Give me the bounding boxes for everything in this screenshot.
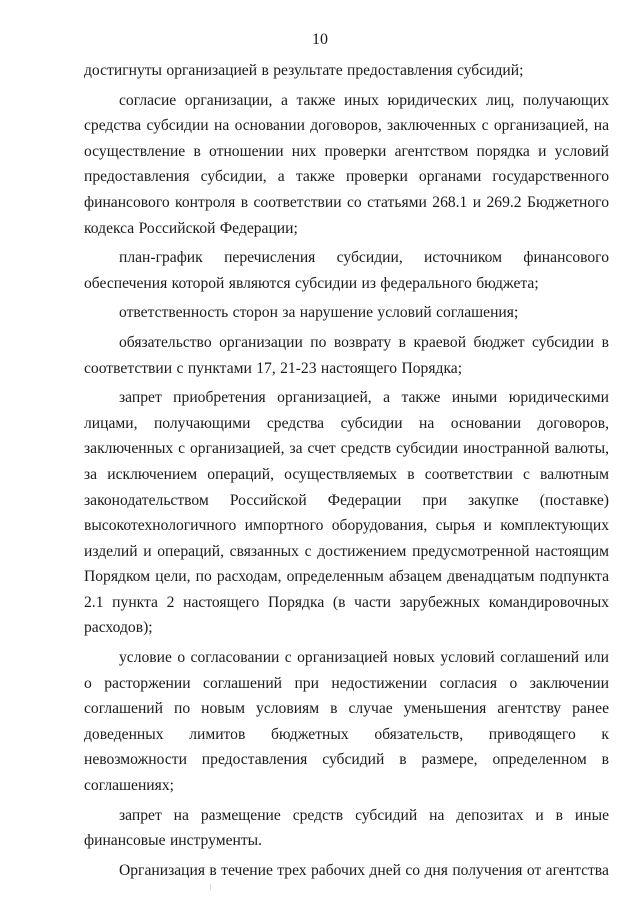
paragraph: запрет на размещение средств субсидий на депозитах и в иные финансовые инструменты. bbox=[84, 806, 609, 850]
scan-artifact bbox=[210, 884, 211, 890]
paragraph: Организация в течение трех рабочих дней со дня получения от агентства bbox=[119, 861, 609, 879]
paragraph: ответственность сторон за нарушение условий соглашения; bbox=[119, 304, 519, 322]
body-text bbox=[84, 58, 609, 883]
paragraph: запрет приобретения организацией, а также иными юридическими лицами, получающими средства субсидии на основании договоров, заключенных с организацией, за счет средств субсидии иностранной валюты, за исключением операций, осуществляемых в соответствии с валютным законодательством Российской Федерации при закупке (поставке) высокотехнологичного импортного оборудования, сырья и комплектующих изделий и операций, связанных с достижением предусмотренной настоящим Порядком цели, по расходам, определенным абзацем двенадцатым подпункта 2.1 пункта 2 настоящего Порядка (в части зарубежных командировочных расходов); bbox=[84, 389, 609, 637]
paragraph: обязательство организации по возврату в краевой бюджет субсидии в соответствии с пунктами 17, 21-23 настоящего Порядка; bbox=[84, 333, 609, 377]
paragraph: достигнуты организацией в результате предоставления субсидий; bbox=[84, 62, 524, 79]
paragraph: условие о согласовании с организацией новых условий соглашений или о расторжении соглашений при недостижении согласия о заключении соглашений по новым условиям в случае уменьшения агентству ранее доведенных лимитов бюджетных обязательств, приводящего к невозможности предоставления субсидий в размере, определенном в соглашениях; bbox=[84, 649, 609, 795]
paragraph: согласие организации, а также иных юридических лиц, получающих средства субсидии на основании договоров, заключенных с организацией, на осуществление в отношении них проверки агентством порядка и условий предоставления субсидии, а также проверки органами государственного финансового контроля в соответствии со статьями 268.1 и 269.2 Бюджетного кодекса Российской Федерации; bbox=[84, 91, 609, 237]
page-number: 10 bbox=[312, 31, 328, 48]
paragraph: план-график перечисления субсидии, источником финансового обеспечения которой являются субсидии из федерального бюджета; bbox=[84, 249, 609, 292]
